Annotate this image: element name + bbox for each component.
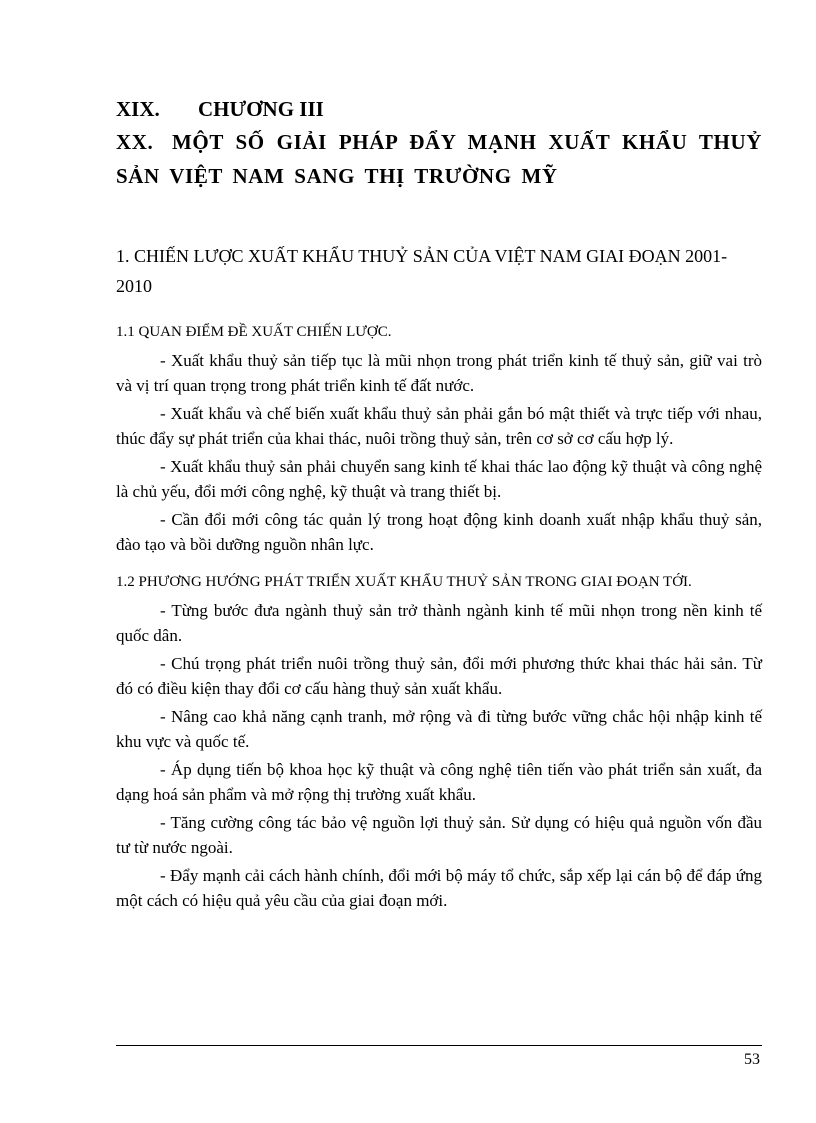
paragraph: - Nâng cao khả năng cạnh tranh, mở rộng và đi từng bước vững chắc hội nhập kinh tế khu vực và quốc tế.	[116, 707, 762, 751]
paragraph: - Tăng cường công tác bảo vệ nguồn lợi thuỷ sản. Sử dụng có hiệu quả nguồn vốn đầu tư từ nước ngoài.	[116, 813, 762, 857]
document-page	[116, 95, 762, 915]
paragraph: - Chú trọng phát triển nuôi trồng thuỷ sản, đổi mới phương thức khai thác hải sản. Từ đó có điều kiện thay đổi cơ cấu hàng thuỷ sản xuất khẩu.	[116, 654, 762, 698]
paragraph: - Từng bước đưa ngành thuỷ sản trở thành ngành kinh tế mũi nhọn trong nền kinh tế quốc dân.	[116, 601, 762, 645]
chapter-number: XIX.	[116, 97, 160, 121]
chapter-label: CHƯƠNG III	[198, 97, 324, 121]
paragraph: - Cần đổi mới công tác quản lý trong hoạt động kinh doanh xuất nhập khẩu thuỷ sản, đào tạo và bồi dưỡng nguồn nhân lực.	[116, 510, 762, 554]
section-heading: 1. CHIẾN LƯỢC XUẤT KHẨU THUỶ SẢN CỦA VIỆT NAM GIAI ĐOẠN 2001-2010	[116, 246, 728, 296]
paragraph: - Đẩy mạnh cải cách hành chính, đổi mới bộ máy tổ chức, sắp xếp lại cán bộ để đáp ứng một cách có hiệu quả yêu cầu của giai đoạn mới.	[116, 866, 762, 910]
page-number: 53	[744, 1051, 760, 1068]
subsection-heading-viewpoints: 1.1 QUAN ĐIỂM ĐỀ XUẤT CHIẾN LƯỢC.	[116, 324, 392, 340]
subsection-heading-directions: 1.2 PHƯƠNG HƯỚNG PHÁT TRIỂN XUẤT KHẨU THUỶ SẢN TRONG GIAI ĐOẠN TỚI.	[116, 574, 692, 590]
chapter-title-text: MỘT SỐ GIẢI PHÁP ĐẨY MẠNH XUẤT KHẨU THUỶ SẢN VIỆT NAM SANG THỊ TRƯỜNG MỸ	[116, 130, 762, 188]
chapter-title-number: XX.	[116, 130, 154, 154]
paragraph: - Xuất khẩu thuỷ sản tiếp tục là mũi nhọn trong phát triển kinh tế thuỷ sản, giữ vai trò và vị trí quan trọng trong phát triển kinh tế đất nước.	[116, 351, 762, 395]
chapter-heading	[116, 95, 762, 123]
paragraph: - Áp dụng tiến bộ khoa học kỹ thuật và công nghệ tiên tiến vào phát triển sản xuất, đa dạng hoá sản phẩm và mở rộng thị trường xuất khẩu.	[116, 760, 762, 804]
chapter-title	[116, 125, 762, 193]
paragraph: - Xuất khẩu và chế biến xuất khẩu thuỷ sản phải gắn bó mật thiết và trực tiếp với nhau, thúc đẩy sự phát triển của khai thác, nuôi trồng thuỷ sản, trên cơ sở cơ cấu hợp lý.	[116, 404, 762, 448]
footer-divider	[116, 1045, 762, 1046]
paragraph: - Xuất khẩu thuỷ sản phải chuyển sang kinh tế khai thác lao động kỹ thuật và công nghệ là chủ yếu, đổi mới công nghệ, kỹ thuật và trang thiết bị.	[116, 457, 762, 501]
